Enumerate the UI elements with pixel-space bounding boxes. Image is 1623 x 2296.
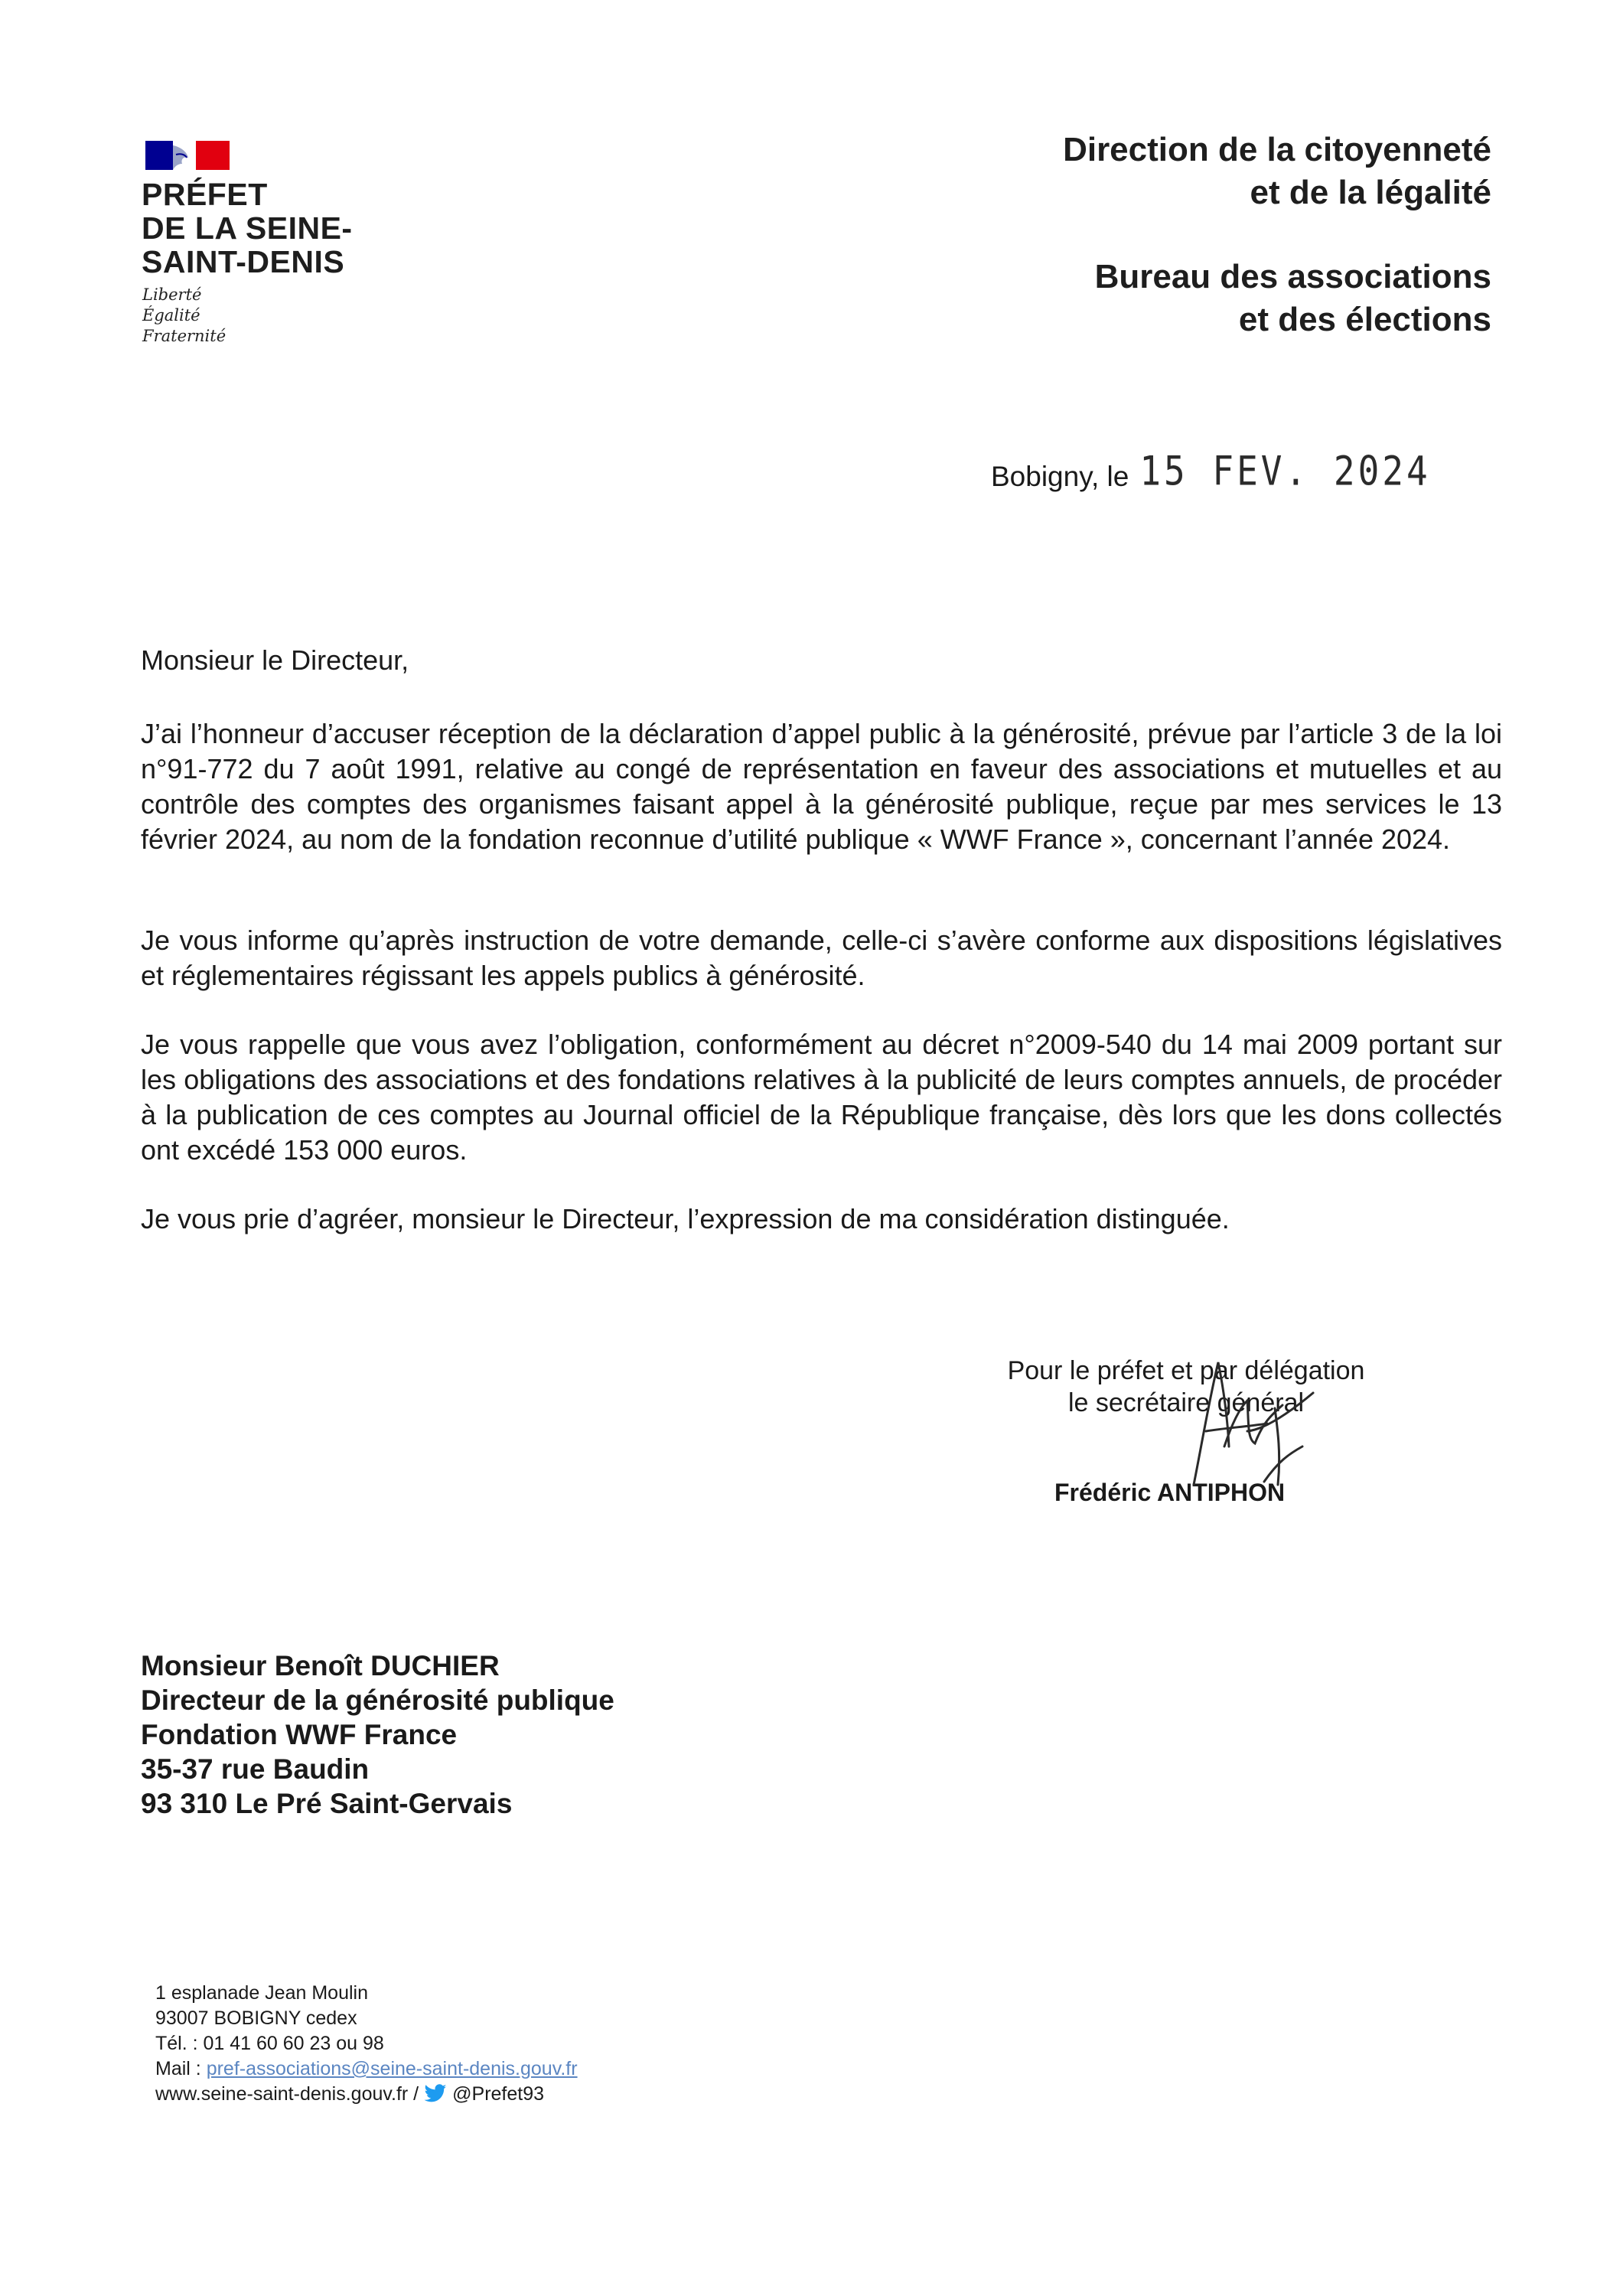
marianne-logo	[145, 138, 230, 173]
footer-mail-label: Mail :	[155, 2058, 201, 2079]
prefet-line: DE LA SEINE-	[142, 210, 353, 246]
footer-twitter-handle[interactable]: @Prefet93	[452, 2083, 545, 2105]
paragraph-obligation: Je vous rappelle que vous avez l’obligation, conformément au décret n°2009-540 du 14 mai 2009 portant sur les obligations des associations et des fondations relatives à la publicité de leurs comptes annuels, de procéder à la publication de ces comptes au Journal officiel de la République française, dès lors que les dons collectés ont excédé 153 000 euros.	[141, 1029, 1502, 1166]
recipient-address	[141, 1649, 614, 1821]
twitter-icon	[423, 2084, 448, 2104]
paragraph-conformite: Je vous informe qu’après instruction de votre demande, celle-ci s’avère conforme aux dispositions législatives et réglementaires régissant les appels publics à générosité.	[141, 925, 1502, 991]
footer-address-1: 1 esplanade Jean Moulin	[155, 1982, 368, 2004]
date-stamp: 15 FEV. 2024	[1139, 446, 1431, 494]
recipient-line: Directeur de la générosité publique	[141, 1684, 614, 1716]
bureau-title	[1095, 256, 1491, 341]
footer-contact	[155, 1981, 578, 2107]
direction-title	[1063, 129, 1491, 214]
footer-mail-link[interactable]: pref-associations@seine-saint-denis.gouv.fr	[206, 2058, 578, 2079]
direction-line: Direction de la citoyenneté	[1063, 131, 1491, 168]
date-line	[991, 446, 1431, 494]
prefet-title	[142, 178, 353, 279]
devise-fraternite: Fraternité	[142, 327, 227, 345]
recipient-line: Fondation WWF France	[141, 1719, 458, 1750]
signature-line: le secrétaire général	[1067, 1388, 1305, 1417]
prefet-line: PRÉFET	[142, 177, 268, 212]
bureau-line: Bureau des associations	[1094, 258, 1491, 295]
signature-line: Pour le préfet et par délégation	[1007, 1356, 1365, 1385]
recipient-line: Monsieur Benoît DUCHIER	[141, 1650, 500, 1681]
devise-egalite: Égalité	[142, 306, 200, 325]
direction-line: et de la légalité	[1250, 174, 1491, 211]
signatory-name: Frédéric ANTIPHON	[1054, 1479, 1286, 1506]
footer-phone: Tél. : 01 41 60 60 23 ou 98	[155, 2033, 384, 2054]
footer-web-row	[155, 2082, 578, 2107]
devise	[142, 285, 226, 347]
handwritten-signature	[1133, 1332, 1331, 1500]
footer-address-2: 93007 BOBIGNY cedex	[155, 2007, 357, 2029]
paragraph-formule-politesse: Je vous prie d’agréer, monsieur le Directeur, l’expression de ma considération distinguée.	[141, 1203, 1230, 1234]
footer-mail-row	[155, 2056, 578, 2082]
devise-liberte: Liberté	[142, 285, 202, 304]
recipient-line: 35-37 rue Baudin	[141, 1753, 370, 1785]
bureau-line: et des élections	[1238, 301, 1491, 338]
paragraph-accuse-reception: J’ai l’honneur d’accuser réception de la déclaration d’appel public à la générosité, prévue par l’article 3 de la loi n°91-772 du 7 août 1991, relative au congé de représentation en faveur des associations et mutuelles et au contrôle des comptes des organismes faisant appel à la générosité publique, reçue par mes services le 13 février 2024, au nom de la fondation reconnue d’utilité publique « WWF France », concernant l’année 2024.	[141, 718, 1502, 855]
recipient-line: 93 310 Le Pré Saint-Gervais	[141, 1788, 513, 1819]
date-prefix: Bobigny, le	[991, 461, 1129, 492]
footer-website[interactable]: www.seine-saint-denis.gouv.fr /	[155, 2083, 419, 2105]
salutation: Monsieur le Directeur,	[141, 644, 409, 676]
prefet-line: SAINT-DENIS	[142, 244, 345, 279]
